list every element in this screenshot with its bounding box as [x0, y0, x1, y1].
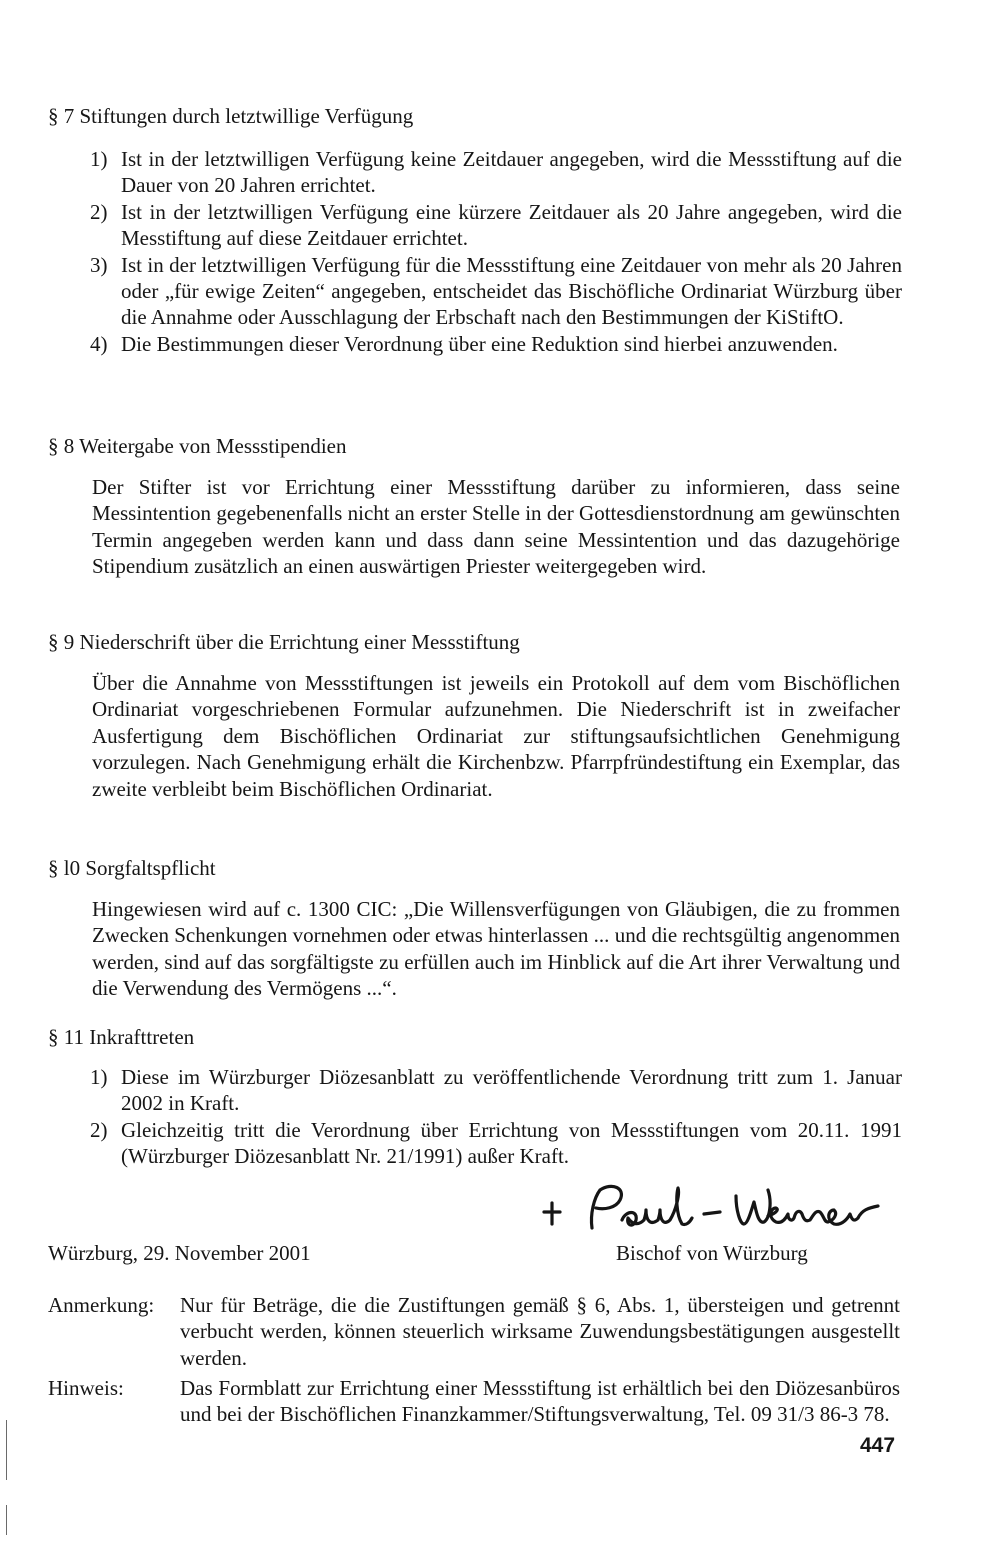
section-7-list: [90, 146, 902, 357]
place-and-date: Würzburg, 29. November 2001: [48, 1241, 311, 1265]
section-11-heading: § 11 Inkrafttreten: [48, 1025, 195, 1049]
section-7-item-3: [90, 252, 902, 331]
note-hinweis: [48, 1375, 900, 1428]
section-9-paragraph: Über die Annahme von Messstiftungen ist jeweils ein Protokoll auf dem vom Bischöflichen Ordinariat vorgeschriebenen Formular aufzunehmen. Die Niederschrift ist in zweifacher Ausfertigung dem Bischöflichen Ordinariat zur stiftungsaufsichtlichen Genehmigung vorzulegen. Nach Genehmigung erhält die Kirchenbzw. Pfarrpfründestiftung ein Exemplar, das zweite verbleibt beim Bischöflichen Ordinariat.: [92, 671, 900, 801]
item-number: 2): [90, 199, 108, 224]
section-11-item-2: [90, 1117, 902, 1170]
section-11-list: [90, 1064, 902, 1170]
item-text: Ist in der letztwilligen Verfügung für die Messstiftung eine Zeitdauer von mehr als 20 Jahren oder „für ewige Zeiten“ angegeben, entscheidet das Bischöfliche Ordinariat Würzburg über die Annahme oder Ausschlagung der Erbschaft nach den Bestimmungen der KiStiftO.: [121, 252, 902, 330]
item-number: 3): [90, 252, 108, 277]
item-text: Die Bestimmungen dieser Verordnung über eine Reduktion sind hierbei anzuwenden.: [121, 331, 838, 356]
note-text: Das Formblatt zur Errichtung einer Messstiftung ist erhältlich bei den Diözesanbüros und bei der Bischöflichen Finanzkammer/Stiftungsverwaltung, Tel. 09 31/3 86-3 78.: [180, 1376, 900, 1427]
scan-margin-line: [6, 1505, 7, 1535]
item-number: 2): [90, 1117, 108, 1142]
note-anmerkung: [48, 1292, 900, 1371]
section-7-item-4: [90, 331, 902, 357]
section-10-heading: § l0 Sorgfaltspflicht: [48, 856, 216, 880]
signatory-title: Bischof von Würzburg: [616, 1241, 808, 1265]
scan-margin-line: [6, 1420, 7, 1480]
section-11-item-1: [90, 1064, 902, 1117]
item-text: Gleichzeitig tritt die Verordnung über Errichtung von Messstiftungen vom 20.11. 1991 (Würzburger Diözesanblatt Nr. 21/1991) außer Kraft.: [121, 1117, 902, 1169]
page-number: 447: [860, 1434, 896, 1457]
section-9-heading: § 9 Niederschrift über die Errichtung einer Messstiftung: [48, 630, 520, 654]
section-8-heading: § 8 Weitergabe von Messstipendien: [48, 434, 347, 458]
handwritten-signature: [530, 1180, 900, 1244]
section-8-paragraph: Der Stifter ist vor Errichtung einer Messstiftung darüber zu informieren, dass seine Messintention gegebenenfalls nicht an erster Stelle in der Gottesdienstordnung am gewünschten Termin angegeben werden kann und dass dann seine Messintention und das dazugehörige Stipendium zusätzlich an einen auswärtigen Priester weitergegeben wird.: [92, 475, 900, 579]
item-text: Diese im Würzburger Diözesanblatt zu veröffentlichende Verordnung tritt zum 1. Januar 2002 in Kraft.: [121, 1065, 902, 1116]
item-number: 1): [90, 147, 108, 171]
item-number: 1): [90, 1065, 108, 1089]
note-label: Anmerkung:: [48, 1293, 155, 1317]
note-label: Hinweis:: [48, 1376, 124, 1400]
section-7-heading: § 7 Stiftungen durch letztwillige Verfügung: [48, 104, 414, 128]
item-number: 4): [90, 331, 108, 356]
section-10-paragraph: Hingewiesen wird auf c. 1300 CIC: „Die Willensverfügungen von Gläubigen, die zu frommen Zwecken Schenkungen vornehmen oder etwas hinterlassen ... und die rechtsgültig angenommen werden, sind auf das sorgfältigste zu erfüllen auch im Hinblick auf die Art ihrer Verwaltung und die Verwendung des Vermögens ...“.: [92, 897, 900, 1001]
item-text: Ist in der letztwilligen Verfügung keine Zeitdauer angegeben, wird die Messstiftung auf die Dauer von 20 Jahren errichtet.: [121, 147, 902, 198]
section-7-item-2: [90, 199, 902, 252]
item-text: Ist in der letztwilligen Verfügung eine kürzere Zeitdauer als 20 Jahre angegeben, wird die Messtiftung auf diese Zeitdauer errichtet.: [121, 199, 902, 251]
note-text: Nur für Beträge, die die Zustiftungen gemäß § 6, Abs. 1, übersteigen und getrennt verbucht werden, können steuerlich wirksame Zuwendungsbestätigungen ausgestellt werden.: [180, 1293, 900, 1370]
section-7-item-1: [90, 146, 902, 199]
